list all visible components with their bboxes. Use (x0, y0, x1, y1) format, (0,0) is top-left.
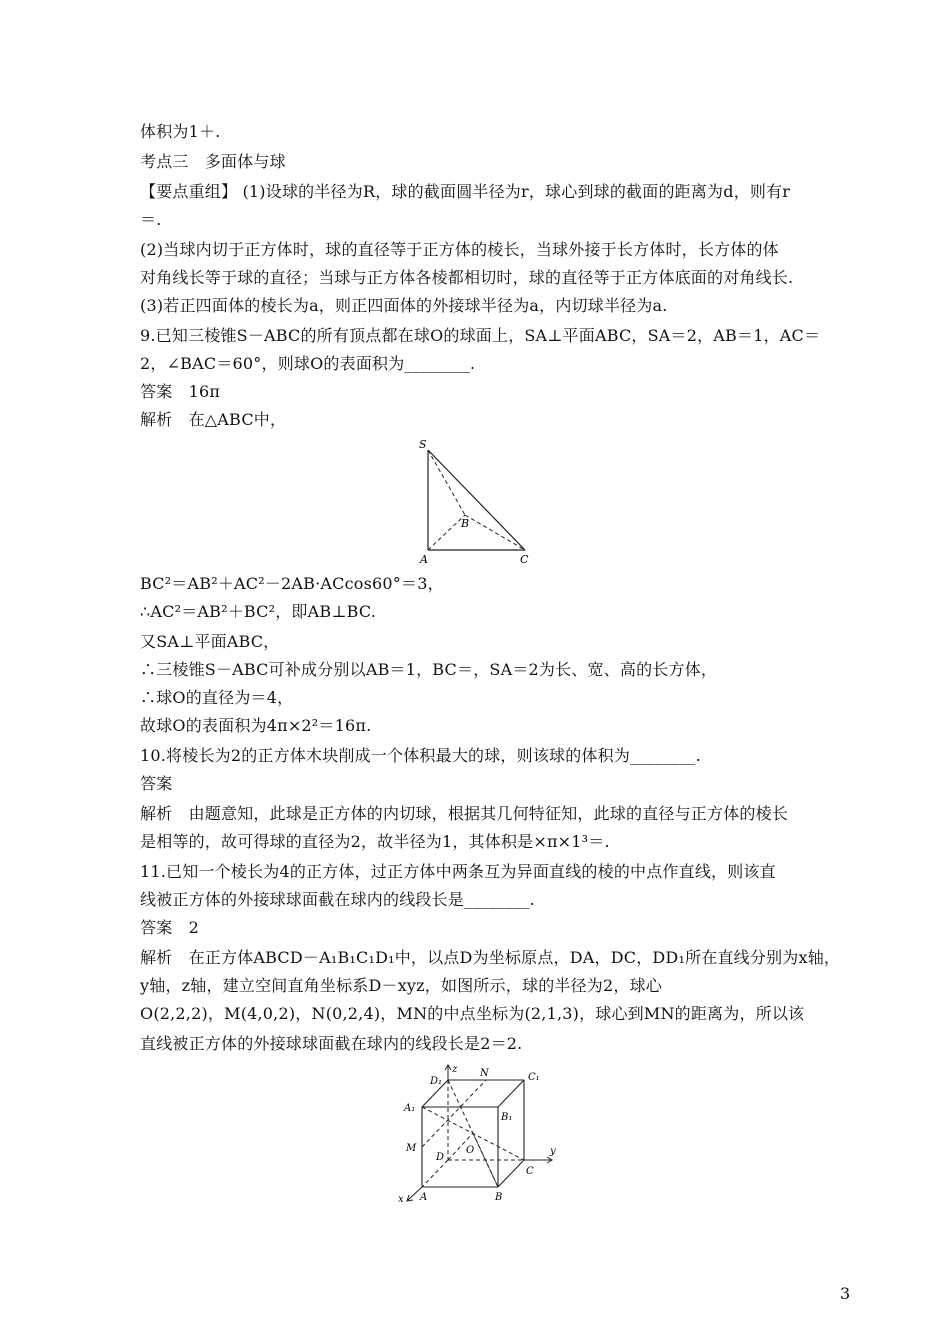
text-line: 是相等的，故可得球的直径为2，故半径为1，其体积是×π×1³＝. (140, 832, 610, 851)
text-line: (2)当球内切于正方体时，球的直径等于正方体的棱长，当球外接于长方体时，长方体的体 (140, 240, 779, 259)
text-line: 对角线长等于球的直径；当球与正方体各棱都相切时，球的直径等于正方体底面的对角线长. (140, 268, 794, 287)
label-y-axis: y (550, 1146, 556, 1157)
solution-9: 解析 在△ABC中， (140, 410, 287, 429)
label-N: N (480, 1068, 489, 1079)
label-A: A (420, 1192, 428, 1203)
text-line: 体积为1＋. (140, 122, 221, 141)
label-O: O (466, 1145, 475, 1156)
text-line: ＝. (140, 210, 162, 229)
tetrahedron-figure (410, 432, 540, 567)
text-line: 【要点重组】 (1)设球的半径为R，球的截面圆半径为r，球心到球的截面的距离为d，则有r (140, 182, 791, 201)
label-S: S (419, 438, 427, 451)
label-B: B (495, 1192, 503, 1203)
answer-11: 答案 2 (140, 918, 199, 937)
answer-10: 答案 (140, 774, 173, 793)
question-10: 10.将棱长为2的正方体木块削成一个体积最大的球，则该球的体积为________. (140, 746, 701, 765)
label-C1: C₁ (528, 1072, 540, 1083)
text-line: 直线被正方体的外接球球面截在球内的线段长是2＝2. (140, 1034, 523, 1053)
label-D1: D₁ (430, 1076, 443, 1087)
question-9: 9.已知三棱锥S－ABC的所有顶点都在球O的球面上，SA⊥平面ABC，SA＝2，AB＝1，AC＝ (140, 326, 821, 345)
label-x-axis: x (398, 1194, 404, 1205)
label-D: D (436, 1152, 445, 1163)
text-line: BC²＝AB²＋AC²－2AB·ACcos60°＝3， (140, 574, 444, 593)
text-line: 故球O的表面积为4π×2²＝16π. (140, 716, 372, 735)
section-heading: 考点三 多面体与球 (140, 152, 286, 171)
label-z-axis: z (452, 1064, 458, 1075)
page-number: 3 (840, 1284, 851, 1303)
text-line: ∴三棱锥S－ABC可补成分别以AB＝1，BC＝，SA＝2为长、宽、高的长方体， (140, 660, 718, 679)
text-line: 又SA⊥平面ABC， (140, 632, 280, 651)
solution-10: 解析 由题意知，此球是正方体的内切球，根据其几何特征知，此球的直径与正方体的棱长 (140, 804, 789, 823)
label-C: C (520, 553, 529, 566)
text-line: 2，∠BAC＝60°，则球O的表面积为________. (140, 354, 476, 373)
text-line: 线被正方体的外接球球面截在球内的线段长是________. (140, 890, 535, 909)
label-B1: B₁ (501, 1112, 513, 1123)
answer-9: 答案 16π (140, 382, 221, 401)
label-A1: A₁ (404, 1103, 416, 1114)
text-line: (3)若正四面体的棱长为a，则正四面体的外接球半径为a，内切球半径为a. (140, 296, 668, 315)
solution-11: 解析 在正方体ABCD－A₁B₁C₁D₁中，以点D为坐标原点，DA，DC，DD₁所在直线分别为x轴， (140, 948, 841, 967)
label-M: M (406, 1143, 417, 1154)
text-line: O(2,2,2)，M(4,0,2)，N(0,2,4)，MN的中点坐标为(2,1,3)，球心到MN的距离为，所以该 (140, 1004, 805, 1023)
text-line: ∴AC²＝AB²＋BC²，即AB⊥BC. (140, 602, 377, 621)
label-A: A (420, 553, 428, 566)
text-line: y轴，z轴，建立空间直角坐标系D－xyz，如图所示，球的半径为2，球心 (140, 976, 662, 995)
cube-figure (392, 1062, 562, 1207)
label-C: C (526, 1166, 534, 1177)
question-11: 11.已知一个棱长为4的正方体，过正方体中两条互为异面直线的棱的中点作直线，则该直 (140, 862, 776, 881)
text-line: ∴球O的直径为＝4， (140, 688, 294, 707)
label-B: B (461, 517, 470, 530)
